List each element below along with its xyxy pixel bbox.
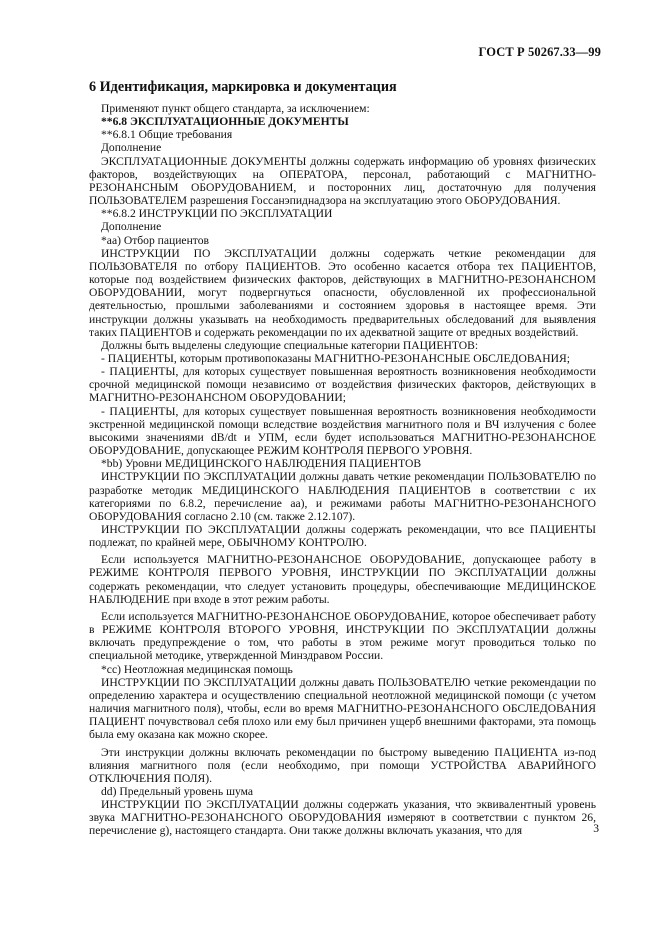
list-item: - ПАЦИЕНТЫ, для которых существует повышенная вероятность возникновения необходимости экстренной медицинской помощи вследствие воздействия магнитного поля и ВЧ излучения с более высокими значениями dB/dt и УПМ, если будет использоваться МАГНИТНО-РЕЗОНАНСНОЕ ОБОРУДОВАНИЕ, допускающее РЕЖИМ КОНТРОЛЯ ПЕРВОГО УРОВНЯ.: [89, 404, 596, 458]
subclause-heading: dd) Предельный уровень шума: [101, 784, 254, 798]
subclause-heading: *аа) Отбор пациентов: [101, 233, 209, 247]
section-heading: 6 Идентификация, маркировка и документация: [89, 79, 397, 95]
paragraph: ЭКСПЛУАТАЦИОННЫЕ ДОКУМЕНТЫ должны содержать информацию об уровнях физических факторов, воздействующих на ОПЕРАТОРА, персонал, работающий с МАГНИТНО-РЕЗОНАНСНЫМ ОБОРУДОВАНИЕМ, и посторонних лиц, достаточную для получения ПОЛЬЗОВАТЕЛЕМ разрешения Госсанэпиднадзора на эксплуатацию этого ОБОРУДОВАНИЯ.: [89, 154, 596, 208]
paragraph: ИНСТРУКЦИИ ПО ЭКСПЛУАТАЦИИ должны давать четкие рекомендации ПОЛЬЗОВАТЕЛЮ по разработке методик МЕДИЦИНСКОГО НАБЛЮДЕНИЯ ПАЦИЕНТОВ в соответствии с их категориями по 6.8.2, перечисление аа), и режимами работы МАГНИТНО-РЕЗОНАНСНОГО ОБОРУДОВАНИЯ согласно 2.10 (см. также 2.12.107).: [89, 470, 596, 523]
paragraph: Эти инструкции должны включать рекомендации по быстрому выведению ПАЦИЕНТА из-под влияния магнитного поля (если необходимо, при помощи УСТРОЙСТВА АВАРИЙНОГО ОТКЛЮЧЕНИЯ ПОЛЯ).: [89, 745, 596, 785]
paragraph: Должны быть выделены следующие специальные категории ПАЦИЕНТОВ:: [101, 338, 479, 352]
clause-heading: **6.8 ЭКСПЛУАТАЦИОННЫЕ ДОКУМЕНТЫ: [101, 115, 349, 129]
standard-header: ГОСТ Р 50267.33—99: [478, 45, 601, 59]
paragraph: Если используется МАГНИТНО-РЕЗОНАНСНОЕ ОБОРУДОВАНИЕ, допускающее работу в РЕЖИМЕ КОНТРОЛЯ ПЕРВОГО УРОВНЯ, ИНСТРУКЦИИ ПО ЭКСПЛУАТАЦИИ должны содержать рекомендации, что следует установить процедуры, обеспечивающие МЕДИЦИНСКОЕ НАБЛЮДЕНИЕ при входе в этот режим работы.: [89, 553, 596, 606]
paragraph: ИНСТРУКЦИИ ПО ЭКСПЛУАТАЦИИ должны давать ПОЛЬЗОВАТЕЛЮ четкие рекомендации по определению характера и осуществлению специальной неотложной медицинской помощи (с учетом наличия магнитного поля), чтобы, если во время МАГНИТНО-РЕЗОНАНСНОГО ОБСЛЕДОВАНИЯ ПАЦИЕНТ почувствовал себя плохо или ему был причинен ущерб внешними факторами, эта помощь была ему оказана как можно скорее.: [89, 675, 596, 742]
page-number: 3: [593, 822, 599, 835]
paragraph: Дополнение: [101, 141, 162, 155]
clause-heading: **6.8.2 ИНСТРУКЦИИ ПО ЭКСПЛУАТАЦИИ: [101, 207, 333, 221]
document-body: [89, 78, 596, 838]
paragraph: ИНСТРУКЦИИ ПО ЭКСПЛУАТАЦИИ должны содержать четкие рекомендации для ПОЛЬЗОВАТЕЛЯ по отбору ПАЦИЕНТОВ. Это особенно касается отбора тех ПАЦИЕНТОВ, которые под воздействием физических факторов, действующих в МАГНИТНО-РЕЗОНАНСНОМ ОБОРУДОВАНИИ, могут подвергнуться опасности, обусловленной их профессиональной деятельностью, прошлыми заболеваниями и состоянием здоровья в настоящее время. Эти инструкции должны указывать на необходимость предварительных обследований для выявления таких ПАЦИЕНТОВ и содержать рекомендации по их адекватной защите от вредных воздействий.: [89, 246, 596, 339]
clause-heading: **6.8.1 Общие требования: [101, 128, 233, 142]
paragraph: Дополнение: [101, 220, 162, 234]
subclause-heading: *bb) Уровни МЕДИЦИНСКОГО НАБЛЮДЕНИЯ ПАЦИЕНТОВ: [101, 457, 422, 471]
paragraph: Если используется МАГНИТНО-РЕЗОНАНСНОЕ ОБОРУДОВАНИЕ, которое обеспечивает работу в РЕЖИМЕ КОНТРОЛЯ ВТОРОГО УРОВНЯ, ИНСТРУКЦИИ ПО ЭКСПЛУАТАЦИИ должны включать предупреждение о том, что работы в этом режиме могут проводиться только по специальной методике, утвержденной Минздравом России.: [89, 609, 596, 663]
list-item: - ПАЦИЕНТЫ, которым противопоказаны МАГНИТНО-РЕЗОНАНСНЫЕ ОБСЛЕДОВАНИЯ;: [101, 351, 570, 365]
paragraph: ИНСТРУКЦИИ ПО ЭКСПЛУАТАЦИИ должны содержать рекомендации, что все ПАЦИЕНТЫ подлежат, по крайней мере, ОБЫЧНОМУ КОНТРОЛЮ.: [89, 523, 596, 550]
list-item: - ПАЦИЕНТЫ, для которых существует повышенная вероятность возникновения необходимости срочной медицинской помощи независимо от воздействия физических факторов, действующих в МАГНИТНО-РЕЗОНАНСНОМ ОБОРУДОВАНИИ;: [89, 365, 596, 405]
subclause-heading: *сс) Неотложная медицинская помощь: [101, 662, 293, 676]
paragraph: Применяют пункт общего стандарта, за исключением:: [101, 102, 370, 115]
paragraph: ИНСТРУКЦИИ ПО ЭКСПЛУАТАЦИИ должны содержать указания, что эквивалентный уровень звука МАГНИТНО-РЕЗОНАНСНОГО ОБОРУДОВАНИЯ измеряют в соответствии с пунктом 26, перечисление g), настоящего стандарта. Они также должны включать указания, что для: [89, 798, 596, 838]
